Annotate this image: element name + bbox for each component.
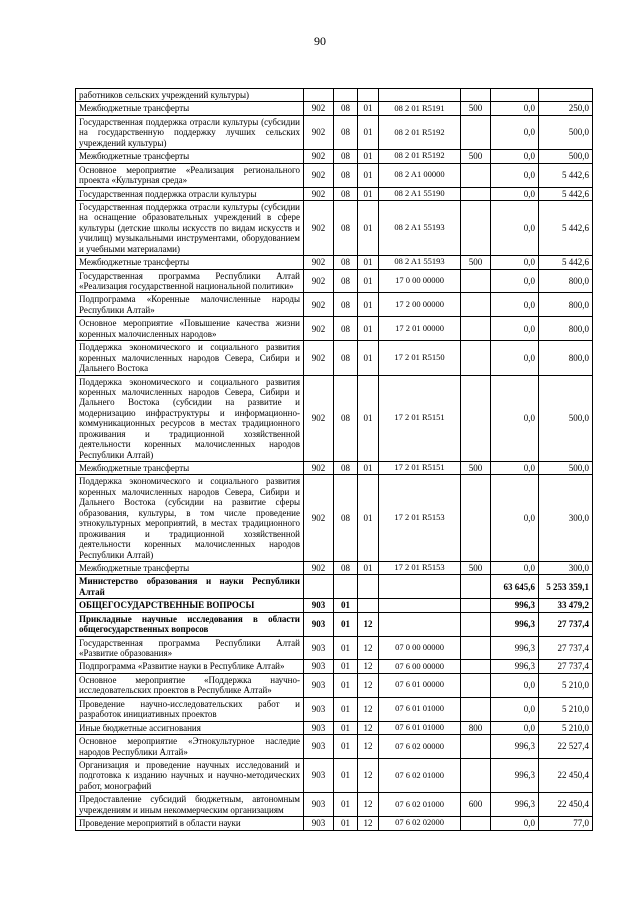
cell-target-article-code: 08 2 A1 55193 [379,200,461,255]
cell-target-article-code [379,89,461,102]
cell-grbs-code: 903 [304,697,334,721]
cell-amount-total: 5 210,0 [539,721,593,734]
cell-amount-current [491,89,539,102]
cell-razdel-code: 08 [334,293,358,317]
row-name: Межбюджетные трансферты [76,462,304,475]
row-name: Основное мероприятие «Поддержка научно-исследовательских проектов в Республике Алтай» [76,673,304,697]
cell-amount-total: 300,0 [539,561,593,574]
cell-amount-total: 27 737,4 [539,660,593,673]
cell-amount-total: 500,0 [539,150,593,163]
cell-expense-type-code [461,163,491,187]
cell-podrazdel-code: 12 [358,660,379,673]
row-name: Предоставление субсидий бюджетным, автономным учреждениям и иным некоммерческим организациям [76,793,304,817]
table-row [76,721,593,734]
cell-podrazdel-code: 01 [358,115,379,149]
cell-razdel-code: 08 [334,200,358,255]
cell-expense-type-code [461,660,491,673]
cell-podrazdel-code [358,89,379,102]
cell-amount-total: 27 737,4 [539,612,593,636]
cell-expense-type-code [461,673,491,697]
row-name: Основное мероприятие «Реализация регионального проекта «Культурная среда» [76,163,304,187]
table-row [76,561,593,574]
cell-target-article-code: 07 6 02 02000 [379,817,461,830]
cell-podrazdel-code: 01 [358,561,379,574]
cell-grbs-code: 903 [304,793,334,817]
cell-razdel-code: 08 [334,115,358,149]
row-name: Проведение мероприятий в области науки [76,817,304,830]
cell-target-article-code: 17 2 01 00000 [379,317,461,341]
table-row [76,115,593,149]
cell-podrazdel-code: 01 [358,375,379,462]
page-number: 90 [314,34,326,48]
cell-expense-type-code [461,89,491,102]
row-name: Государственная поддержка отрасли культуры [76,187,304,200]
cell-expense-type-code [461,758,491,792]
cell-target-article-code: 07 6 02 01000 [379,793,461,817]
row-name: Поддержка экономического и социального развития коренных малочисленных народов Севера, Сибири и Дальнего Востока [76,341,304,375]
table-row [76,200,593,255]
cell-razdel-code: 01 [334,721,358,734]
cell-expense-type-code [461,115,491,149]
row-name: Межбюджетные трансферты [76,102,304,115]
cell-grbs-code: 902 [304,115,334,149]
cell-amount-current: 0,0 [491,187,539,200]
cell-podrazdel-code: 01 [358,163,379,187]
cell-amount-total: 800,0 [539,341,593,375]
cell-grbs-code: 902 [304,341,334,375]
cell-podrazdel-code: 12 [358,758,379,792]
cell-expense-type-code [461,817,491,830]
cell-expense-type-code [461,697,491,721]
cell-grbs-code: 903 [304,599,334,612]
cell-amount-current: 63 645,6 [491,575,539,599]
row-name: Подпрограмма «Коренные малочисленные народы Республики Алтай» [76,293,304,317]
cell-target-article-code: 08 2 A1 55193 [379,256,461,269]
cell-amount-total: 33 479,2 [539,599,593,612]
cell-razdel-code: 08 [334,462,358,475]
cell-amount-total: 300,0 [539,475,593,562]
cell-amount-total: 22 450,4 [539,793,593,817]
cell-amount-total: 5 253 359,1 [539,575,593,599]
table-row [76,758,593,792]
cell-target-article-code: 07 6 02 00000 [379,735,461,759]
cell-expense-type-code [461,475,491,562]
cell-razdel-code: 01 [334,599,358,612]
cell-expense-type-code [461,341,491,375]
table-row [76,150,593,163]
table-row [76,735,593,759]
cell-podrazdel-code: 12 [358,697,379,721]
cell-razdel-code: 08 [334,561,358,574]
table-row [76,475,593,562]
cell-amount-current: 0,0 [491,462,539,475]
cell-grbs-code: 902 [304,475,334,562]
row-name: Государственная поддержка отрасли культуры (субсидии на государственную поддержку лучших сельских учреждений культуры) [76,115,304,149]
cell-expense-type-code [461,636,491,660]
cell-podrazdel-code: 12 [358,817,379,830]
cell-amount-total: 500,0 [539,462,593,475]
cell-grbs-code: 903 [304,636,334,660]
cell-target-article-code: 17 2 01 R5153 [379,561,461,574]
row-name: Государственная программа Республики Алтай «Развитие образования» [76,636,304,660]
cell-amount-current: 0,0 [491,375,539,462]
cell-grbs-code: 903 [304,758,334,792]
cell-podrazdel-code: 12 [358,721,379,734]
table-row [76,187,593,200]
cell-amount-current: 0,0 [491,163,539,187]
cell-expense-type-code [461,375,491,462]
row-name: Межбюджетные трансферты [76,561,304,574]
cell-amount-current: 996,3 [491,636,539,660]
cell-podrazdel-code: 01 [358,269,379,293]
cell-grbs-code: 902 [304,561,334,574]
cell-razdel-code: 08 [334,256,358,269]
cell-amount-current: 0,0 [491,293,539,317]
cell-podrazdel-code: 12 [358,636,379,660]
table-row [76,660,593,673]
row-name: Иные бюджетные ассигнования [76,721,304,734]
table-row [76,89,593,102]
table-row [76,636,593,660]
cell-podrazdel-code: 01 [358,150,379,163]
table-row [76,341,593,375]
cell-amount-total: 27 737,4 [539,636,593,660]
table-row [76,102,593,115]
cell-target-article-code: 07 6 02 01000 [379,758,461,792]
cell-podrazdel-code: 01 [358,187,379,200]
row-name: Государственная поддержка отрасли культуры (субсидии на оснащение образовательных учреждений в сфере культуры (детские школы искусств по видам искусств и училищ) музыкальными инструментами, оборудованием и учебными материалами) [76,200,304,255]
cell-grbs-code: 903 [304,817,334,830]
cell-amount-total: 77,0 [539,817,593,830]
cell-target-article-code: 07 0 00 00000 [379,636,461,660]
cell-amount-current: 0,0 [491,102,539,115]
cell-expense-type-code [461,599,491,612]
cell-razdel-code: 01 [334,817,358,830]
cell-target-article-code: 08 2 A1 00000 [379,163,461,187]
cell-target-article-code: 17 0 00 00000 [379,269,461,293]
cell-grbs-code: 903 [304,735,334,759]
cell-podrazdel-code: 01 [358,293,379,317]
cell-target-article-code: 08 2 01 R5192 [379,115,461,149]
row-name: Основное мероприятие «Этнокультурное наследие народов Республики Алтай» [76,735,304,759]
cell-amount-total: 500,0 [539,115,593,149]
cell-grbs-code: 902 [304,293,334,317]
cell-amount-current: 996,3 [491,612,539,636]
cell-grbs-code: 902 [304,462,334,475]
cell-amount-current: 0,0 [491,673,539,697]
cell-razdel-code: 08 [334,341,358,375]
cell-amount-total: 5 442,6 [539,187,593,200]
cell-expense-type-code [461,187,491,200]
table-row [76,256,593,269]
table-row [76,793,593,817]
cell-expense-type-code: 500 [461,102,491,115]
cell-expense-type-code [461,612,491,636]
row-name: Поддержка экономического и социального развития коренных малочисленных народов Севера, Сибири и Дальнего Востока (субсидии на развитие и модернизацию инфраструктуры и информационно-коммуникационных ресурсов в местах традиционного проживания и традиционной хозяйственной деятельности коренных малочисленных народов Республики Алтай) [76,375,304,462]
row-name: Подпрограмма «Развитие науки в Республике Алтай» [76,660,304,673]
cell-expense-type-code: 500 [461,462,491,475]
cell-amount-current: 996,3 [491,793,539,817]
row-name: Организация и проведение научных исследований и подготовка к изданию научных и научно-методических работ, монографий [76,758,304,792]
cell-target-article-code: 08 2 A1 55190 [379,187,461,200]
cell-grbs-code [304,89,334,102]
cell-expense-type-code [461,293,491,317]
cell-target-article-code: 17 2 00 00000 [379,293,461,317]
cell-podrazdel-code: 12 [358,735,379,759]
cell-podrazdel-code: 01 [358,475,379,562]
cell-razdel-code: 01 [334,758,358,792]
cell-razdel-code: 01 [334,735,358,759]
cell-expense-type-code: 500 [461,561,491,574]
cell-amount-current: 0,0 [491,256,539,269]
row-name: Межбюджетные трансферты [76,150,304,163]
cell-amount-current: 996,3 [491,758,539,792]
cell-target-article-code: 17 2 01 R5151 [379,462,461,475]
table-row [76,599,593,612]
row-name: Министерство образования и науки Республики Алтай [76,575,304,599]
cell-expense-type-code [461,575,491,599]
cell-podrazdel-code: 01 [358,317,379,341]
cell-amount-current: 0,0 [491,817,539,830]
cell-podrazdel-code [358,599,379,612]
cell-grbs-code: 902 [304,102,334,115]
cell-grbs-code: 902 [304,317,334,341]
table-row [76,817,593,830]
cell-grbs-code: 903 [304,660,334,673]
cell-podrazdel-code: 01 [358,341,379,375]
cell-amount-current: 996,3 [491,660,539,673]
cell-amount-total: 22 450,4 [539,758,593,792]
table-row [76,317,593,341]
cell-expense-type-code: 500 [461,256,491,269]
cell-razdel-code: 08 [334,163,358,187]
cell-expense-type-code [461,735,491,759]
cell-razdel-code: 08 [334,475,358,562]
cell-expense-type-code [461,317,491,341]
cell-razdel-code: 08 [334,375,358,462]
cell-grbs-code: 902 [304,187,334,200]
cell-target-article-code: 07 6 01 01000 [379,697,461,721]
cell-amount-current: 0,0 [491,561,539,574]
cell-grbs-code: 903 [304,721,334,734]
cell-target-article-code: 07 6 00 00000 [379,660,461,673]
cell-podrazdel-code: 12 [358,612,379,636]
cell-razdel-code: 08 [334,269,358,293]
cell-amount-total: 500,0 [539,375,593,462]
cell-target-article-code [379,575,461,599]
cell-amount-current: 0,0 [491,317,539,341]
row-name: ОБЩЕГОСУДАРСТВЕННЫЕ ВОПРОСЫ [76,599,304,612]
cell-amount-current: 0,0 [491,721,539,734]
cell-target-article-code: 17 2 01 R5153 [379,475,461,562]
cell-amount-current: 0,0 [491,200,539,255]
cell-amount-current: 0,0 [491,150,539,163]
cell-amount-total: 5 442,6 [539,163,593,187]
table-row [76,697,593,721]
cell-podrazdel-code: 01 [358,256,379,269]
table-row [76,375,593,462]
cell-expense-type-code [461,200,491,255]
cell-amount-current: 0,0 [491,115,539,149]
cell-razdel-code: 08 [334,187,358,200]
cell-target-article-code: 07 6 01 00000 [379,673,461,697]
table-row [76,269,593,293]
cell-razdel-code [334,89,358,102]
cell-amount-current: 0,0 [491,697,539,721]
cell-amount-total: 800,0 [539,317,593,341]
cell-grbs-code: 902 [304,163,334,187]
table-row [76,612,593,636]
table-row [76,575,593,599]
row-name: Основное мероприятие «Повышение качества жизни коренных малочисленных народов» [76,317,304,341]
cell-podrazdel-code: 01 [358,200,379,255]
cell-amount-total: 250,0 [539,102,593,115]
table-row [76,293,593,317]
row-name: Поддержка экономического и социального развития коренных малочисленных народов Севера, Сибири и Дальнего Востока (субсидии на развитие сферы образования, культуры, в том числе проведение этнокультурных мероприятий, в местах традиционного проживания и традиционной хозяйственной деятельности коренных малочисленных народов Республики Алтай) [76,475,304,562]
cell-grbs-code: 902 [304,256,334,269]
cell-podrazdel-code [358,575,379,599]
cell-razdel-code: 08 [334,102,358,115]
cell-razdel-code: 08 [334,317,358,341]
cell-podrazdel-code: 01 [358,462,379,475]
cell-target-article-code: 17 2 01 R5151 [379,375,461,462]
cell-amount-current: 0,0 [491,341,539,375]
cell-razdel-code: 01 [334,636,358,660]
row-name: Межбюджетные трансферты [76,256,304,269]
row-name: Проведение научно-исследовательских работ и разработок инициативных проектов [76,697,304,721]
cell-grbs-code: 903 [304,612,334,636]
row-name: Государственная программа Республики Алтай «Реализация государственной национальной политики» [76,269,304,293]
cell-amount-total: 5 210,0 [539,673,593,697]
cell-amount-total: 800,0 [539,269,593,293]
cell-podrazdel-code: 01 [358,102,379,115]
cell-razdel-code [334,575,358,599]
table-row [76,163,593,187]
cell-expense-type-code: 500 [461,150,491,163]
cell-target-article-code: 08 2 01 R5191 [379,102,461,115]
cell-grbs-code: 903 [304,673,334,697]
cell-razdel-code: 01 [334,673,358,697]
cell-target-article-code: 17 2 01 R5150 [379,341,461,375]
cell-expense-type-code: 600 [461,793,491,817]
cell-grbs-code: 902 [304,375,334,462]
cell-target-article-code: 07 6 01 01000 [379,721,461,734]
cell-razdel-code: 01 [334,793,358,817]
cell-amount-total: 5 442,6 [539,256,593,269]
cell-razdel-code: 01 [334,612,358,636]
cell-grbs-code [304,575,334,599]
cell-amount-total: 800,0 [539,293,593,317]
cell-target-article-code [379,612,461,636]
cell-razdel-code: 01 [334,697,358,721]
cell-amount-current: 0,0 [491,269,539,293]
cell-grbs-code: 902 [304,269,334,293]
cell-grbs-code: 902 [304,200,334,255]
cell-amount-total [539,89,593,102]
table-row [76,673,593,697]
row-name: работников сельских учреждений культуры) [76,89,304,102]
cell-amount-current: 0,0 [491,475,539,562]
cell-grbs-code: 902 [304,150,334,163]
cell-expense-type-code: 800 [461,721,491,734]
budget-table [75,88,593,831]
cell-razdel-code: 08 [334,150,358,163]
cell-target-article-code [379,599,461,612]
cell-podrazdel-code: 12 [358,673,379,697]
cell-amount-total: 5 210,0 [539,697,593,721]
cell-razdel-code: 01 [334,660,358,673]
row-name: Прикладные научные исследования в области общегосударственных вопросов [76,612,304,636]
cell-podrazdel-code: 12 [358,793,379,817]
cell-expense-type-code [461,269,491,293]
cell-amount-current: 996,3 [491,735,539,759]
budget-table-body [76,89,593,831]
table-row [76,462,593,475]
cell-amount-total: 22 527,4 [539,735,593,759]
cell-amount-total: 5 442,6 [539,200,593,255]
cell-target-article-code: 08 2 01 R5192 [379,150,461,163]
cell-amount-current: 996,3 [491,599,539,612]
